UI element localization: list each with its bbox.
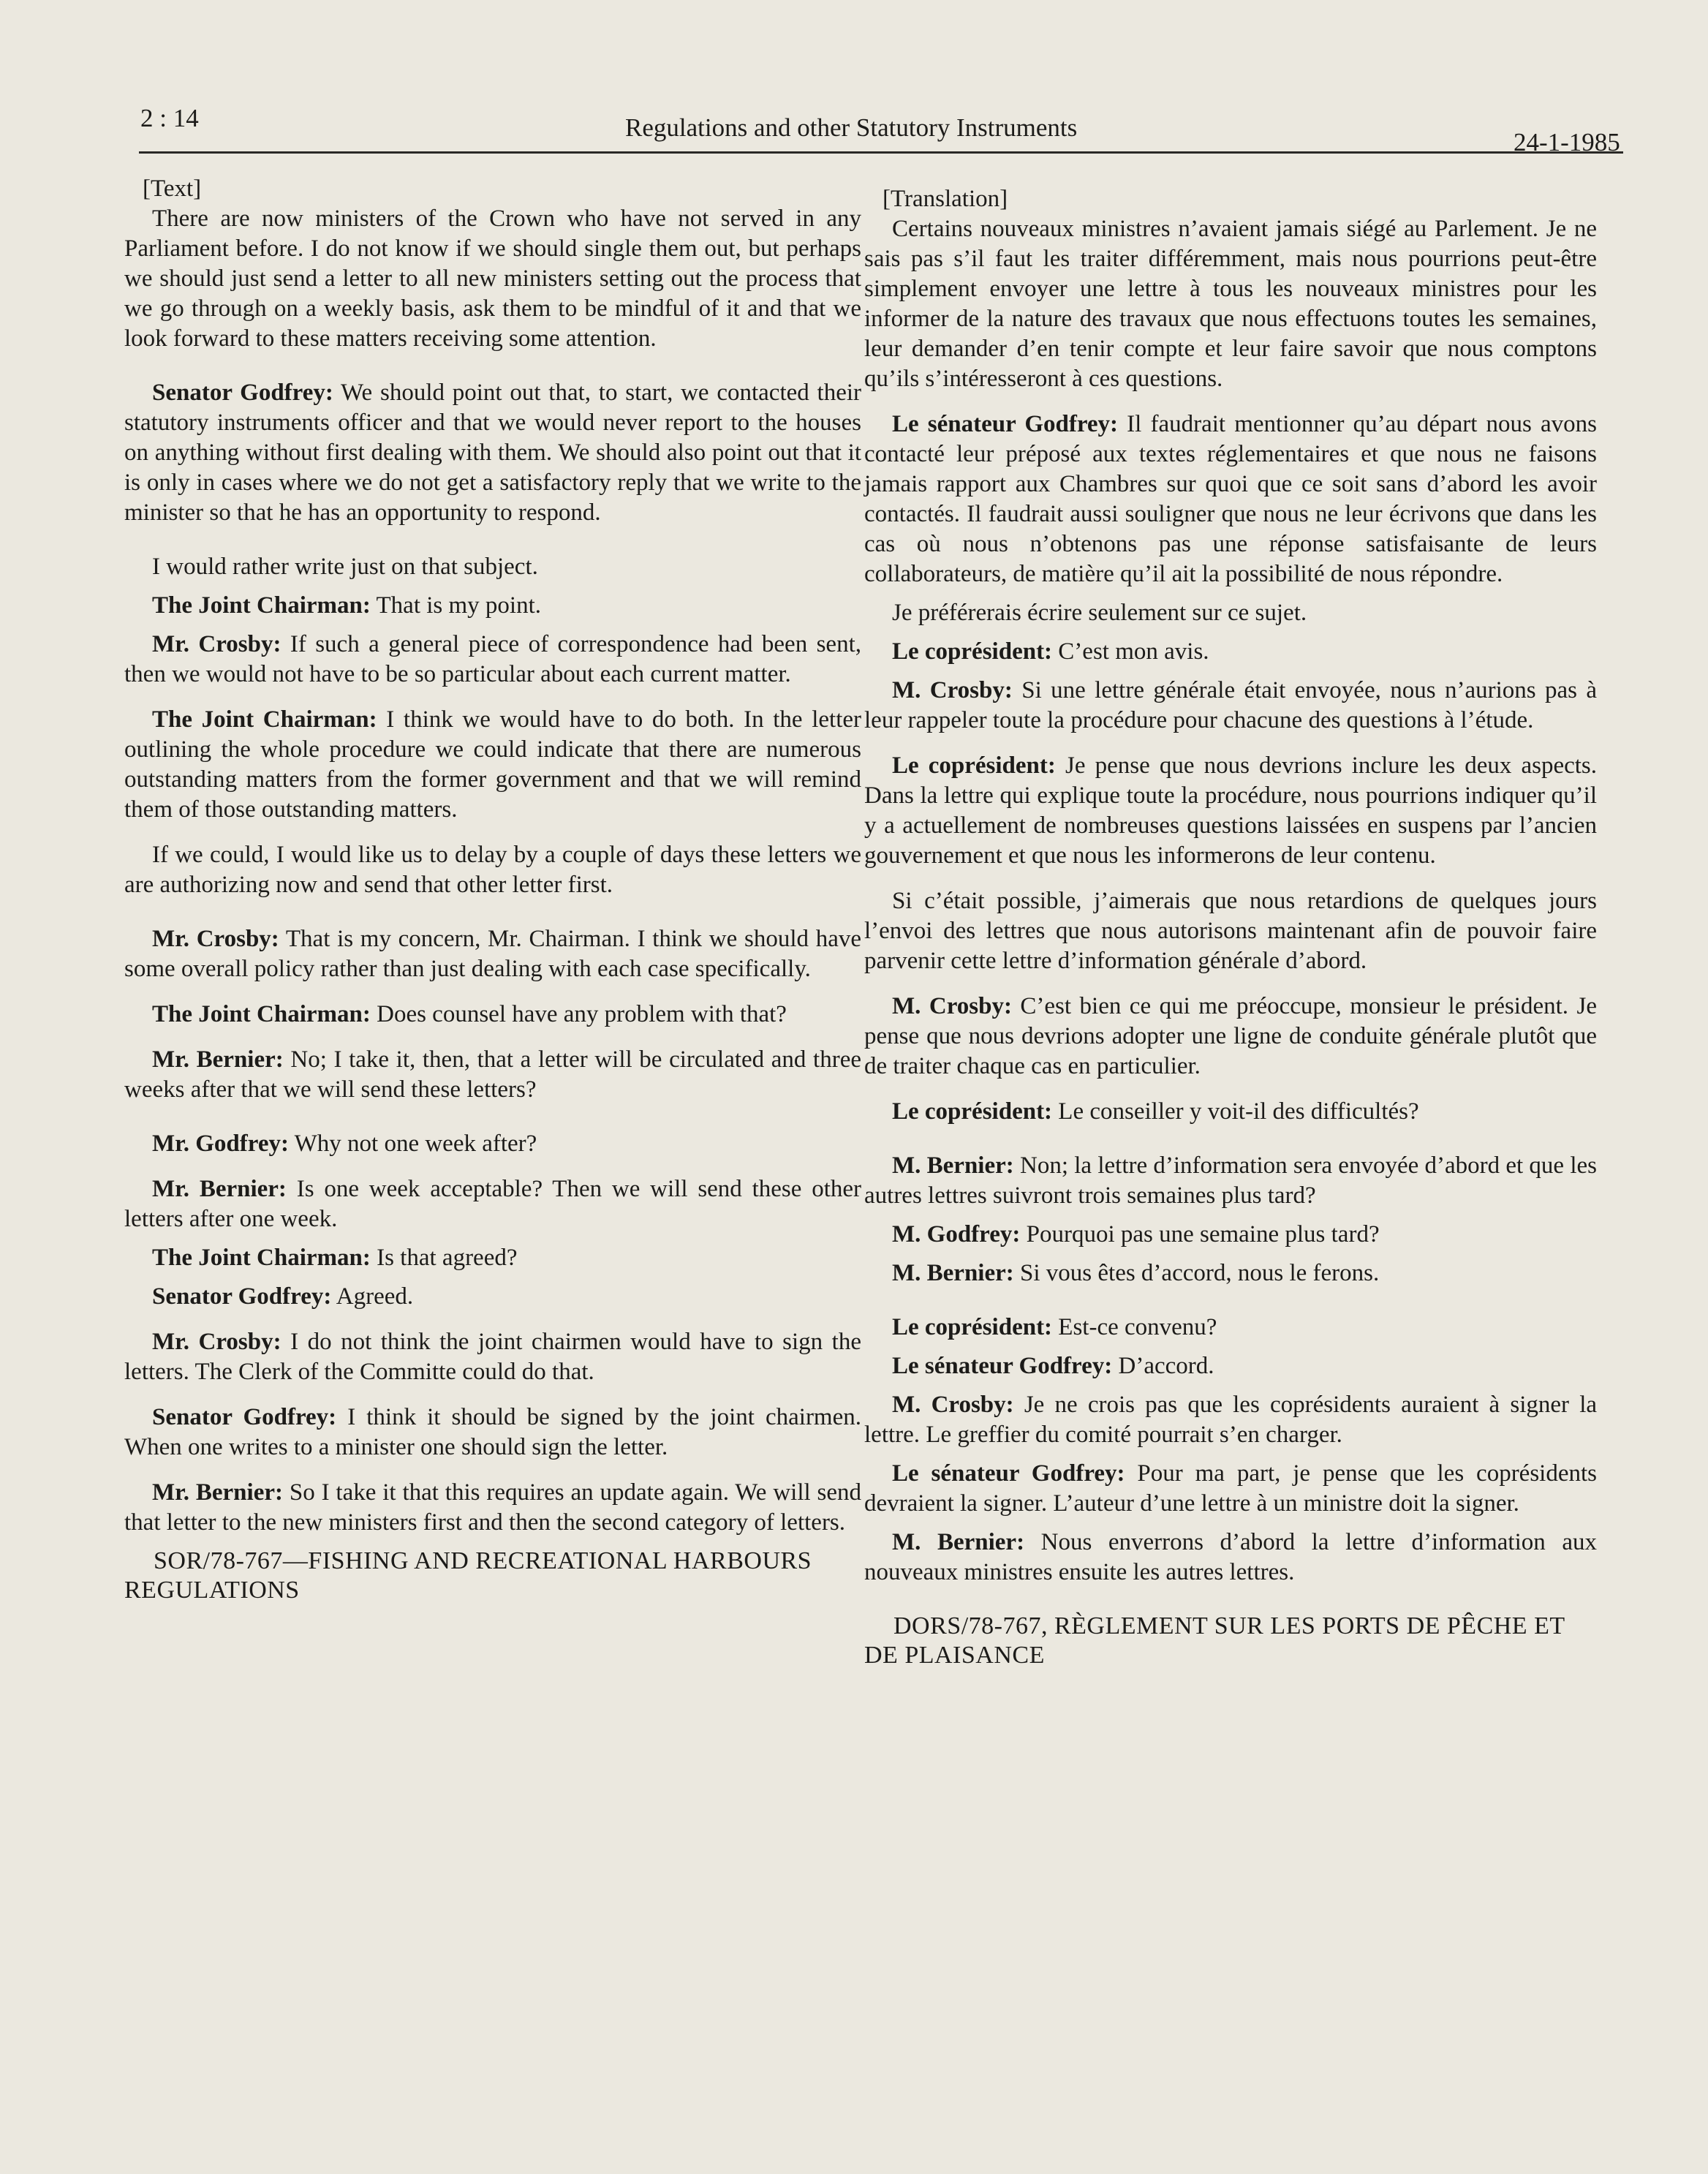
- speaker-name: Le sénateur Godfrey:: [892, 1460, 1125, 1487]
- paragraph: Le coprésident: Je pense que nous devrions inclure les deux aspects. Dans la lettre qui explique toute la procédure, nous pourrions indiquer qu’il y a actuellement de nombreuses questions laissées en suspens par l’ancien gouvernement et que nous les informerons de leur contenu.: [864, 752, 1598, 869]
- paragraph: Mr. Bernier: So I take it that this requires an update again. We will send that letter to the new ministers first and then the second category of letters.: [124, 1479, 862, 1536]
- paragraph: Le sénateur Godfrey: D’accord.: [892, 1353, 1214, 1379]
- paragraph: Mr. Bernier: No; I take it, then, that a letter will be circulated and three weeks after that we will send these letters?: [124, 1046, 861, 1103]
- speaker-name: Le coprésident:: [892, 752, 1056, 779]
- paragraph: The Joint Chairman: I think we would have to do both. In the letter outlining the whole procedure we could indicate that there are numerous outstanding matters from the former government and that we will remind them of those outstanding matters.: [124, 706, 861, 823]
- paragraph: The Joint Chairman: Is that agreed?: [152, 1245, 518, 1271]
- speaker-name: Mr. Bernier:: [152, 1046, 284, 1073]
- page-number: 2 : 14: [140, 104, 199, 132]
- speaker-name: Le coprésident:: [892, 1314, 1053, 1340]
- speaker-name: Le sénateur Godfrey:: [892, 411, 1119, 437]
- paragraph: Mr. Bernier: Is one week acceptable? Then we will send these other letters after one week.: [124, 1176, 862, 1232]
- paragraph: Si c’était possible, j’aimerais que nous retardions de quelques jours l’envoi des lettres que nous autorisons maintenant afin de pouvoir faire parvenir cette lettre d’information générale d’abord.: [864, 888, 1597, 974]
- speaker-name: M. Crosby:: [892, 1392, 1014, 1418]
- speaker-name: Mr. Bernier:: [152, 1479, 283, 1506]
- paragraph: Le coprésident: Est-ce convenu?: [892, 1314, 1217, 1340]
- paragraph: Certains nouveaux ministres n’avaient jamais siégé au Parlement. Je ne sais pas s’il faut les traiter différemment, mais nous pourrions peut-être simplement envoyer une lettre à tous les nouveaux ministres pour les informer de la nature des travaux que nous effectuons toutes les semaines, leur demander d’en tenir compte et leur faire savoir que nous comptons qu’ils s’intéresseront à ces questions.: [864, 216, 1597, 392]
- paragraph: Le sénateur Godfrey: Il faudrait mentionner qu’au départ nous avons contacté leur préposé aux textes réglementaires et que nous ne faisons jamais rapport aux Chambres sur quoi que ce soit sans d’abord les avoir contactés. Il faudrait aussi souligner que nous ne leur écrivons que dans les cas où nous n’obtenons pas une réponse satisfaisante de leurs collaborateurs, de matière qu’il ait la possibilité de nous répondre.: [864, 411, 1597, 587]
- paragraph: Senator Godfrey: I think it should be signed by the joint chairmen. When one writes to a minister one should sign the letter.: [124, 1404, 861, 1460]
- paragraph: Senator Godfrey: Agreed.: [152, 1283, 414, 1310]
- paragraph: The Joint Chairman: Does counsel have any problem with that?: [152, 1001, 787, 1027]
- paragraph: Le coprésident: Le conseiller y voit-il des difficultés?: [892, 1098, 1419, 1125]
- speaker-name: Senator Godfrey:: [152, 1404, 337, 1430]
- speaker-name: Mr. Bernier:: [152, 1176, 287, 1202]
- speaker-name: Senator Godfrey:: [152, 1283, 332, 1310]
- speaker-name: M. Bernier:: [892, 1529, 1025, 1555]
- section-heading: SOR/78-767—FISHING AND RECREATIONAL HARBOURS REGULATIONS: [124, 1547, 812, 1604]
- speaker-name: Mr. Godfrey:: [152, 1131, 289, 1157]
- header-rule: [139, 151, 1623, 154]
- column-label: [Translation]: [883, 186, 1008, 212]
- paragraph: M. Crosby: C’est bien ce qui me préoccupe, monsieur le président. Je pense que nous devrions adopter une ligne de conduite générale plutôt que de traiter chaque cas en particulier.: [864, 993, 1597, 1079]
- speaker-name: M. Crosby:: [892, 993, 1012, 1019]
- speaker-name: Mr. Crosby:: [152, 926, 279, 952]
- paragraph: Mr. Crosby: That is my concern, Mr. Chairman. I think we should have some overall policy rather than just dealing with each case specifically.: [124, 926, 861, 982]
- speaker-name: M. Godfrey:: [892, 1221, 1021, 1248]
- paragraph: If we could, I would like us to delay by a couple of days these letters we are authorizing now and send that other letter first.: [124, 842, 861, 898]
- speaker-name: M. Crosby:: [892, 677, 1013, 703]
- paragraph: Mr. Godfrey: Why not one week after?: [152, 1131, 537, 1157]
- speaker-name: The Joint Chairman:: [152, 1001, 371, 1027]
- speaker-name: Le sénateur Godfrey:: [892, 1353, 1113, 1379]
- section-heading: DORS/78-767, RÈGLEMENT SUR LES PORTS DE PÊCHE ET DE PLAISANCE: [864, 1612, 1565, 1669]
- paragraph: M. Godfrey: Pourquoi pas une semaine plus tard?: [892, 1221, 1380, 1248]
- paragraph: M. Bernier: Si vous êtes d’accord, nous le ferons.: [892, 1260, 1380, 1286]
- paragraph: M. Bernier: Nous enverrons d’abord la lettre d’information aux nouveaux ministres ensuite les autres lettres.: [864, 1529, 1597, 1585]
- speaker-name: The Joint Chairman:: [152, 706, 377, 733]
- english-column: [124, 174, 861, 1605]
- speaker-name: Senator Godfrey:: [152, 380, 333, 406]
- paragraph: I would rather write just on that subject.: [152, 554, 538, 580]
- paragraph: Le coprésident: C’est mon avis.: [892, 638, 1209, 665]
- running-title: Regulations and other Statutory Instruments: [625, 113, 1078, 142]
- paragraph: Mr. Crosby: I do not think the joint chairmen would have to sign the letters. The Clerk of the Committe could do that.: [124, 1329, 861, 1385]
- speaker-name: Le coprésident:: [892, 638, 1053, 665]
- paragraph: There are now ministers of the Crown who have not served in any Parliament before. I do not know if we should single them out, but perhaps we should just send a letter to all new ministers setting out the process that we go through on a weekly basis, ask them to be mindful of it and that we look forward to these matters receiving some attention.: [124, 205, 861, 352]
- paragraph: Le sénateur Godfrey: Pour ma part, je pense que les coprésidents devraient la signer. L’auteur d’une lettre à un ministre doit la signer.: [864, 1460, 1597, 1517]
- page-date: 24-1-1985: [1514, 128, 1620, 156]
- paragraph: M. Crosby: Je ne crois pas que les coprésidents auraient à signer la lettre. Le greffier du comité pourrait s’en charger.: [864, 1392, 1598, 1448]
- speaker-name: The Joint Chairman:: [152, 1245, 371, 1271]
- paragraph: Mr. Crosby: If such a general piece of correspondence had been sent, then we would not have to be so particular about each current matter.: [124, 631, 861, 687]
- speaker-name: The Joint Chairman:: [152, 592, 371, 619]
- paragraph: The Joint Chairman: That is my point.: [152, 592, 542, 619]
- paragraph: M. Crosby: Si une lettre générale était envoyée, nous n’aurions pas à leur rappeler toute la procédure pour chacune des questions à l’étude.: [864, 677, 1598, 733]
- speaker-name: Mr. Crosby:: [152, 631, 281, 657]
- paragraph: M. Bernier: Non; la lettre d’information sera envoyée d’abord et que les autres lettres suivront trois semaines plus tard?: [864, 1152, 1597, 1209]
- speaker-name: Mr. Crosby:: [152, 1329, 281, 1355]
- french-column: [864, 174, 1597, 1670]
- paragraph: Je préférerais écrire seulement sur ce sujet.: [892, 600, 1307, 626]
- speaker-name: M. Bernier:: [892, 1152, 1014, 1179]
- speaker-name: M. Bernier:: [892, 1260, 1014, 1286]
- speaker-name: Le coprésident:: [892, 1098, 1053, 1125]
- column-label: [Text]: [143, 175, 202, 202]
- paragraph: Senator Godfrey: We should point out that, to start, we contacted their statutory instruments officer and that we would never report to the houses on anything without first dealing with them. We should also point out that it is only in cases where we do not get a satisfactory reply that we write to the minister so that he has an opportunity to respond.: [124, 380, 862, 526]
